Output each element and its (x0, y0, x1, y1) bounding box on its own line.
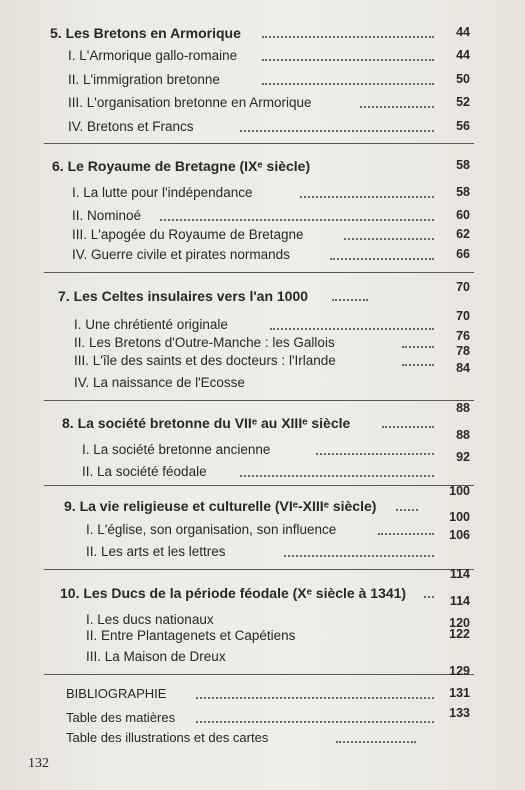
item-label: II. Entre Plantagenets et Capétiens (86, 628, 296, 643)
section-heading (0, 280, 525, 308)
toc-item (0, 183, 525, 205)
toc-item (0, 117, 525, 139)
page-ref: 92 (456, 450, 470, 464)
page-ref: 52 (456, 95, 470, 109)
page-ref: 84 (456, 361, 470, 375)
item-label: III. L'apogée du Royaume de Bretagne (72, 227, 304, 242)
toc-item (0, 245, 525, 267)
page-ref: 114 (449, 594, 470, 608)
item-label: Table des illustrations et des cartes (66, 730, 269, 745)
item-label: II. La société féodale (82, 464, 207, 479)
page-ref: 122 (449, 627, 470, 641)
page-ref: 88 (456, 401, 470, 415)
item-label: I. Les ducs nationaux (86, 612, 214, 627)
toc-item (0, 225, 525, 247)
section-divider (44, 674, 474, 675)
page-number: 132 (28, 756, 49, 771)
page-ref: 56 (456, 119, 470, 133)
section-divider (44, 143, 474, 144)
page-ref: 70 (456, 309, 470, 323)
page-ref: 78 (456, 344, 470, 358)
section-title: 9. La vie religieuse et culturelle (VIᵉ-XIIIᵉ siècle) (64, 498, 377, 514)
toc-item (0, 70, 525, 92)
page-ref: 62 (456, 227, 470, 241)
page-ref: 76 (456, 329, 470, 343)
page-ref: 60 (456, 208, 470, 222)
page-ref: 44 (456, 48, 470, 62)
page-ref: 58 (456, 158, 470, 172)
item-label: I. L'Armorique gallo-romaine (68, 48, 238, 63)
item-label: III. L'organisation bretonne en Armorique (68, 95, 312, 110)
page-ref: 131 (449, 686, 470, 700)
toc-item (0, 93, 525, 115)
page-ref: 88 (456, 428, 470, 442)
section-title: 5. Les Bretons en Armorique (50, 25, 241, 41)
item-label: IV. Guerre civile et pirates normands (72, 247, 290, 262)
section-title: 8. La société bretonne du VIIᵉ au XIIIᵉ siècle (62, 415, 351, 431)
item-label: II. Les Bretons d'Outre-Manche : les Gallois (74, 335, 335, 350)
section-title: 6. Le Royaume de Bretagne (IXᵉ siècle) (52, 158, 311, 174)
page-ref: 70 (456, 280, 470, 294)
item-label: II. Nominoé (72, 208, 142, 223)
item-label: II. Les arts et les lettres (86, 544, 226, 559)
section-heading (0, 156, 525, 178)
item-label: I. L'église, son organisation, son influence (86, 522, 337, 537)
page-ref: 58 (456, 185, 470, 199)
toc-item (0, 361, 525, 395)
page-ref: 114 (449, 567, 470, 581)
item-label: BIBLIOGRAPHIE (66, 686, 167, 701)
section-divider (44, 272, 474, 273)
item-label: III. La Maison de Dreux (86, 649, 226, 664)
item-label: II. L'immigration bretonne (68, 72, 220, 87)
item-label: I. Une chrétienté originale (74, 317, 228, 332)
section-divider (44, 569, 474, 570)
page-ref: 100 (449, 484, 470, 498)
toc-item (0, 450, 525, 484)
page-ref: 129 (449, 664, 470, 678)
toc-item (0, 46, 525, 68)
section-title: 10. Les Ducs de la période féodale (Xᵉ siècle à 1341) (60, 585, 407, 601)
item-label: IV. La naissance de l'Ecosse (74, 375, 245, 390)
page-ref: 133 (449, 706, 470, 720)
section-divider (44, 400, 474, 401)
item-label: IV. Bretons et Francs (68, 119, 194, 134)
page-ref: 100 (449, 510, 470, 524)
page-ref: 66 (456, 247, 470, 261)
item-label: Table des matières (66, 710, 176, 725)
page-ref: 120 (449, 616, 470, 630)
page-ref: 44 (456, 25, 470, 39)
item-label: III. L'île des saints et des docteurs : l'Irlande (74, 353, 336, 368)
page-ref: 50 (456, 72, 470, 86)
item-label: I. La société bretonne ancienne (82, 442, 271, 457)
page-ref: 106 (449, 528, 470, 542)
section-title: 7. Les Celtes insulaires vers l'an 1000 (58, 288, 309, 304)
section-divider (44, 485, 474, 486)
item-label: I. La lutte pour l'indépendance (72, 185, 253, 200)
section-heading (0, 23, 525, 45)
